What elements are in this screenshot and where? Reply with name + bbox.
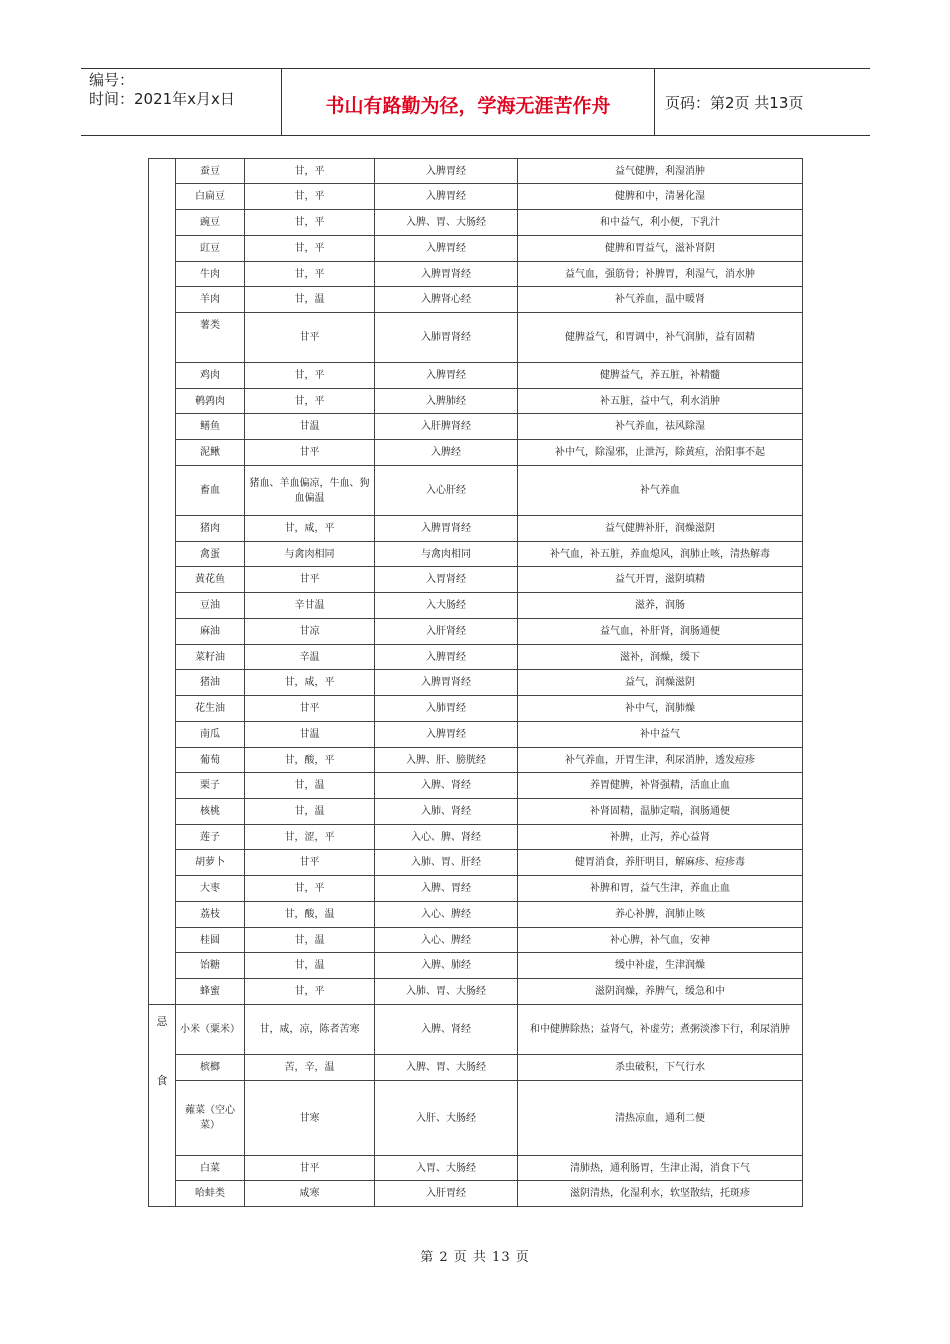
food-nature: 甘，温 (245, 928, 375, 953)
food-nature: 辛温 (245, 645, 375, 670)
page-info: 页码：第2页 共13页 (665, 93, 804, 112)
food-effect: 补中气，除湿邪，止泄泻，除黄疸，治阳事不起 (518, 440, 803, 466)
table-row (149, 1055, 803, 1081)
food-nature: 辛甘温 (245, 593, 375, 619)
table-row (149, 876, 803, 902)
food-nature: 甘平 (245, 313, 375, 363)
food-effect: 益气健脾，利湿消肿 (518, 159, 803, 184)
food-effect: 滋养，润肠 (518, 593, 803, 619)
table-row (149, 363, 803, 389)
table-row (149, 466, 803, 516)
food-nature: 甘，咸，平 (245, 516, 375, 542)
food-name: 黄花鱼 (176, 567, 245, 593)
food-name: 薯类 (176, 313, 245, 363)
food-meridian: 入脾肾心经 (375, 287, 518, 313)
table-row (149, 313, 803, 363)
food-meridian: 入肝、大肠经 (375, 1081, 518, 1156)
food-meridian: 入脾胃经 (375, 722, 518, 748)
food-name: 蕹菜（空心菜） (176, 1081, 245, 1156)
number-label: 编号： (89, 71, 135, 89)
table-row (149, 619, 803, 645)
food-meridian: 入肺胃经 (375, 696, 518, 722)
food-meridian: 入脾胃肾经 (375, 516, 518, 542)
food-effect: 和中健脾除热；益肾气，补虚劳；煮粥淡渗下行，利尿消肿 (518, 1005, 803, 1055)
food-nature: 甘，咸，平 (245, 670, 375, 696)
food-nature: 甘，平 (245, 159, 375, 184)
food-name: 莲子 (176, 825, 245, 850)
table-row (149, 210, 803, 236)
page-header (81, 68, 870, 136)
food-effect: 补气养血，温中暖肾 (518, 287, 803, 313)
table-row (149, 1181, 803, 1207)
food-nature: 咸寒 (245, 1181, 375, 1207)
food-nature: 甘，平 (245, 363, 375, 389)
time-label: 时间：2021年x月x日 (89, 90, 235, 108)
food-nature: 甘，温 (245, 953, 375, 979)
page-footer: 第 2 页 共 13 页 (420, 1250, 530, 1265)
food-meridian: 入脾、胃、大肠经 (375, 210, 518, 236)
food-effect: 益气，润燥滋阴 (518, 670, 803, 696)
food-effect: 益气开胃，滋阴填精 (518, 567, 803, 593)
food-name: 饴糖 (176, 953, 245, 979)
table-row (149, 1005, 803, 1055)
food-properties-table (148, 158, 803, 1207)
header-meta (81, 69, 282, 135)
food-meridian: 入脾胃经 (375, 159, 518, 184)
table-row (149, 696, 803, 722)
table-row (149, 287, 803, 313)
food-effect: 益气健脾补肝，润燥滋阴 (518, 516, 803, 542)
food-name: 核桃 (176, 799, 245, 825)
food-nature: 甘，酸，平 (245, 748, 375, 773)
food-nature: 甘，咸，凉，陈者苦寒 (245, 1005, 375, 1055)
food-name: 槟榔 (176, 1055, 245, 1081)
food-effect: 健脾益气，养五脏，补精髓 (518, 363, 803, 389)
food-nature: 甘，平 (245, 236, 375, 262)
table-row (149, 593, 803, 619)
food-effect: 补脾和胃，益气生津，养血止血 (518, 876, 803, 902)
food-effect: 健脾和胃益气，滋补肾阴 (518, 236, 803, 262)
motto: 书山有路勤为径，学海无涯苦作舟 (282, 69, 655, 135)
table-row (149, 262, 803, 287)
table-row (149, 389, 803, 414)
food-effect: 健脾益气，和胃调中，补气润肺，益有固精 (518, 313, 803, 363)
food-nature: 与禽肉相同 (245, 542, 375, 567)
food-name: 豌豆 (176, 210, 245, 236)
table-row (149, 748, 803, 773)
category-cell (149, 1005, 176, 1207)
food-meridian: 入脾胃经 (375, 363, 518, 389)
food-nature: 甘寒 (245, 1081, 375, 1156)
food-meridian: 入心、脾、肾经 (375, 825, 518, 850)
table-row (149, 850, 803, 876)
food-nature: 甘，温 (245, 287, 375, 313)
food-meridian: 入胃肾经 (375, 567, 518, 593)
food-name: 畜血 (176, 466, 245, 516)
table-row (149, 953, 803, 979)
food-name: 栗子 (176, 773, 245, 799)
table-row (149, 184, 803, 210)
food-name: 禽蛋 (176, 542, 245, 567)
food-name: 白菜 (176, 1156, 245, 1181)
food-name: 羊肉 (176, 287, 245, 313)
table-row (149, 542, 803, 567)
food-nature: 甘，温 (245, 799, 375, 825)
food-name: 蜂蜜 (176, 979, 245, 1005)
table-row (149, 979, 803, 1005)
food-name: 牛肉 (176, 262, 245, 287)
food-meridian: 入肝脾肾经 (375, 414, 518, 440)
table-row (149, 516, 803, 542)
food-effect: 益气血，强筋骨；补脾胃，利湿气，消水肿 (518, 262, 803, 287)
food-effect: 和中益气，利小便，下乳汁 (518, 210, 803, 236)
table-row (149, 670, 803, 696)
food-name: 鹌鹑肉 (176, 389, 245, 414)
food-meridian: 入脾、胃经 (375, 876, 518, 902)
table-row (149, 645, 803, 670)
food-nature: 甘，平 (245, 389, 375, 414)
food-effect: 补气养血 (518, 466, 803, 516)
food-meridian: 入脾、肾经 (375, 773, 518, 799)
food-effect: 清热凉血，通利二便 (518, 1081, 803, 1156)
food-nature: 甘凉 (245, 619, 375, 645)
food-effect: 补心脾，补气血，安神 (518, 928, 803, 953)
food-name: 荔枝 (176, 902, 245, 928)
table-row (149, 440, 803, 466)
food-nature: 苦，辛，温 (245, 1055, 375, 1081)
table-row (149, 567, 803, 593)
food-effect: 补气血，补五脏，养血熄风，润肺止咳，清热解毒 (518, 542, 803, 567)
food-meridian: 入脾胃经 (375, 184, 518, 210)
food-meridian: 入脾胃经 (375, 645, 518, 670)
food-effect: 缓中补虚，生津润燥 (518, 953, 803, 979)
food-meridian: 与禽肉相同 (375, 542, 518, 567)
food-effect: 滋补，润燥，缓下 (518, 645, 803, 670)
food-meridian: 入肺、胃、肝经 (375, 850, 518, 876)
food-name: 鸡肉 (176, 363, 245, 389)
food-meridian: 入脾、胃、大肠经 (375, 1055, 518, 1081)
food-effect: 健脾和中，清暑化湿 (518, 184, 803, 210)
table-row (149, 928, 803, 953)
food-name: 桂圆 (176, 928, 245, 953)
food-nature: 甘，平 (245, 184, 375, 210)
food-nature: 甘，温 (245, 773, 375, 799)
food-name: 白扁豆 (176, 184, 245, 210)
table-row (149, 722, 803, 748)
food-name: 哈蚌类 (176, 1181, 245, 1207)
food-meridian: 入心、脾经 (375, 928, 518, 953)
table-row (149, 902, 803, 928)
food-effect: 补气养血，开胃生津，利尿消肿，透发痘疹 (518, 748, 803, 773)
food-name: 胡萝卜 (176, 850, 245, 876)
food-name: 蚕豆 (176, 159, 245, 184)
food-name: 菜籽油 (176, 645, 245, 670)
food-nature: 甘，平 (245, 210, 375, 236)
food-meridian: 入大肠经 (375, 593, 518, 619)
food-meridian: 入肺胃肾经 (375, 313, 518, 363)
food-name: 鳝鱼 (176, 414, 245, 440)
food-effect: 滋阴润燥，养脾气，缓急和中 (518, 979, 803, 1005)
food-effect: 补中气，润肺燥 (518, 696, 803, 722)
food-meridian: 入脾胃肾经 (375, 670, 518, 696)
food-meridian: 入脾、肝、膀胱经 (375, 748, 518, 773)
food-effect: 杀虫破积，下气行水 (518, 1055, 803, 1081)
food-nature: 猪血、羊血偏凉，牛血、狗血偏温 (245, 466, 375, 516)
table-row (149, 773, 803, 799)
food-meridian: 入肝肾经 (375, 619, 518, 645)
food-effect: 补中益气 (518, 722, 803, 748)
table-row (149, 414, 803, 440)
category-cell (149, 159, 176, 1005)
food-nature: 甘平 (245, 696, 375, 722)
food-meridian: 入脾胃经 (375, 236, 518, 262)
food-nature: 甘，平 (245, 262, 375, 287)
food-effect: 滋阴清热，化湿利水，软坚散结，托斑疹 (518, 1181, 803, 1207)
food-name: 豇豆 (176, 236, 245, 262)
food-effect: 补肾固精，温肺定喘，润肠通便 (518, 799, 803, 825)
food-effect: 补脾，止泻，养心益肾 (518, 825, 803, 850)
food-meridian: 入肝胃经 (375, 1181, 518, 1207)
food-meridian: 入心肝经 (375, 466, 518, 516)
food-meridian: 入脾胃肾经 (375, 262, 518, 287)
food-nature: 甘，平 (245, 979, 375, 1005)
food-name: 泥鳅 (176, 440, 245, 466)
food-meridian: 入脾、肾经 (375, 1005, 518, 1055)
table-row (149, 1081, 803, 1156)
food-nature: 甘，涩，平 (245, 825, 375, 850)
food-effect: 养胃健脾，补肾强精，活血止血 (518, 773, 803, 799)
food-nature: 甘，酸，温 (245, 902, 375, 928)
food-meridian: 入脾肺经 (375, 389, 518, 414)
food-name: 葡萄 (176, 748, 245, 773)
food-effect: 补五脏，益中气，利水消肿 (518, 389, 803, 414)
food-nature: 甘平 (245, 440, 375, 466)
food-name: 南瓜 (176, 722, 245, 748)
food-effect: 补气养血，祛风除湿 (518, 414, 803, 440)
food-meridian: 入脾经 (375, 440, 518, 466)
food-meridian: 入心、脾经 (375, 902, 518, 928)
category-char: 食 (156, 1074, 168, 1087)
table-row (149, 1156, 803, 1181)
food-name: 大枣 (176, 876, 245, 902)
food-nature: 甘温 (245, 414, 375, 440)
food-meridian: 入肺、肾经 (375, 799, 518, 825)
food-meridian: 入脾、肺经 (375, 953, 518, 979)
food-meridian: 入胃、大肠经 (375, 1156, 518, 1181)
food-nature: 甘平 (245, 1156, 375, 1181)
food-effect: 清肺热，通利肠胃，生津止渴，消食下气 (518, 1156, 803, 1181)
food-name: 猪油 (176, 670, 245, 696)
food-effect: 养心补脾，润肺止咳 (518, 902, 803, 928)
food-effect: 健胃消食，养肝明目，解麻疹、痘疹毒 (518, 850, 803, 876)
food-name: 猪肉 (176, 516, 245, 542)
food-nature: 甘温 (245, 722, 375, 748)
food-nature: 甘平 (245, 567, 375, 593)
table-row (149, 236, 803, 262)
table-row (149, 159, 803, 184)
food-effect: 益气血，补肝肾，润肠通便 (518, 619, 803, 645)
food-name: 麻油 (176, 619, 245, 645)
food-nature: 甘，平 (245, 876, 375, 902)
food-name: 花生油 (176, 696, 245, 722)
food-nature: 甘平 (245, 850, 375, 876)
category-char: 忌 (156, 1015, 168, 1028)
table-row (149, 799, 803, 825)
food-name: 豆油 (176, 593, 245, 619)
table-row (149, 825, 803, 850)
food-meridian: 入肺、胃、大肠经 (375, 979, 518, 1005)
food-name: 小米（粟米） (176, 1005, 245, 1055)
